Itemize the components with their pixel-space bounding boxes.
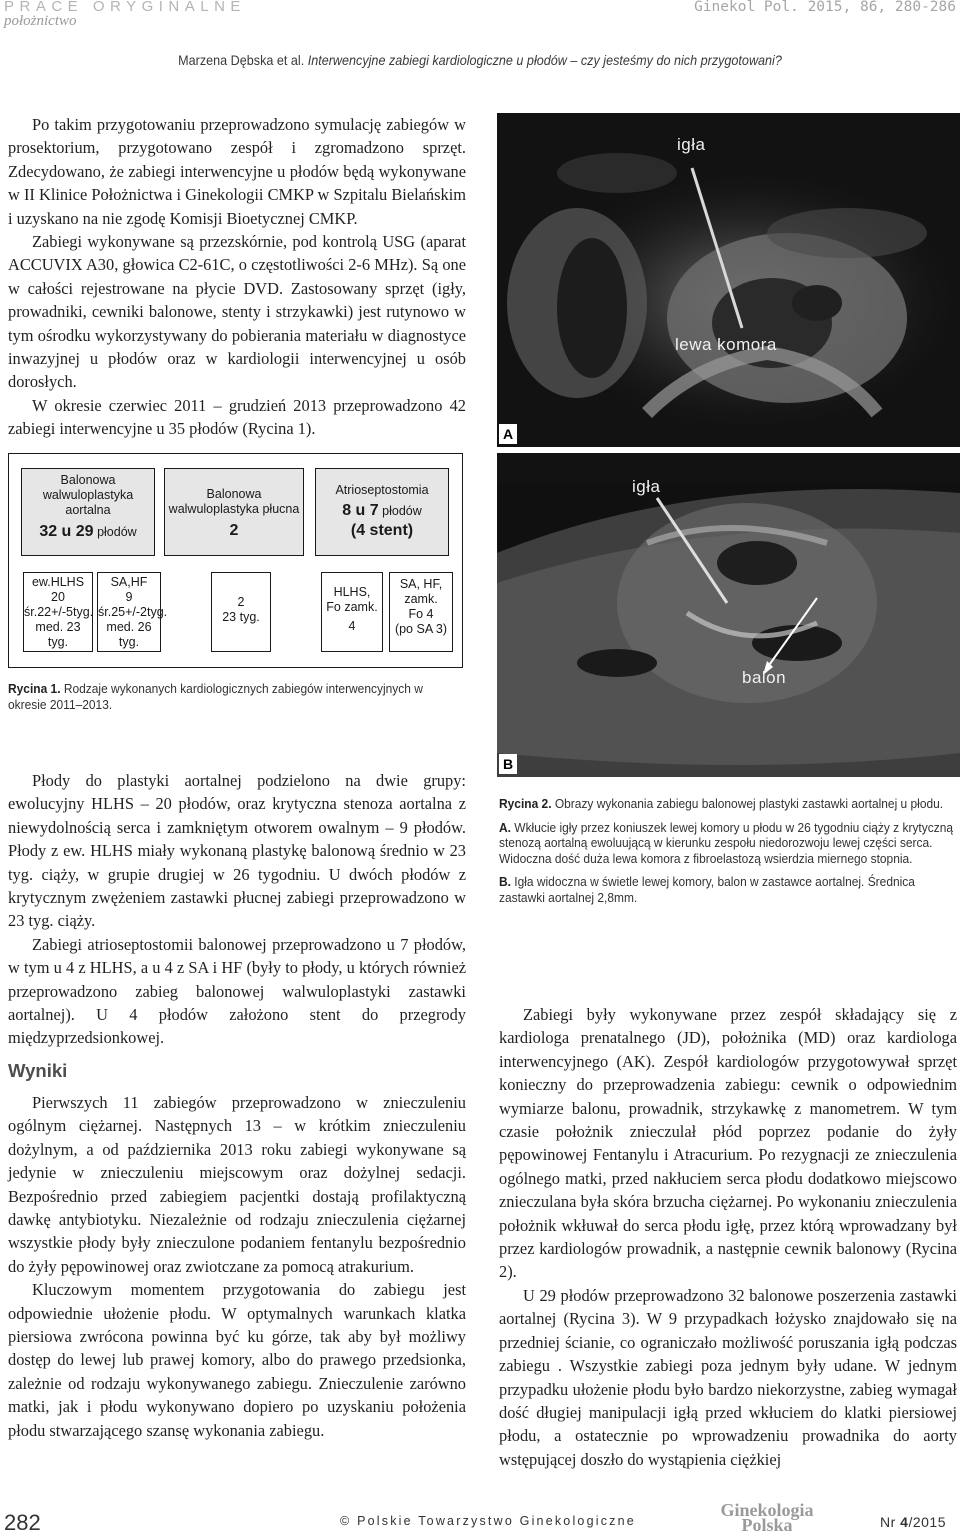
journal-logo (712, 1500, 822, 1535)
issue-prefix: Nr (880, 1514, 901, 1530)
logo-line: Polska (741, 1515, 793, 1535)
box-count: 2 (229, 522, 239, 539)
box-atrioseptostomy (315, 468, 449, 556)
box-label: walwuloplastyka (42, 488, 134, 502)
caption-text: Wkłucie igły przez koniuszek lewej komory u płodu w 26 tygodniu ciąży z krytyczną stenozą aortalną ewoluującą w kierunku zespołu niedorozwoju lewej części serca. Widoczna dość duża lewa komora z fibroelastozą wsierdzia miernego stopnia. (499, 819, 954, 866)
box-count-unit: płodów (382, 504, 422, 518)
caption-text: Igła widoczna w świetle lewej komory, balon w zastawce aortalnej. Średnica zastawki aortalnej 2,8mm. (499, 874, 915, 905)
box-label: walwuloplastyka płucna (168, 502, 300, 516)
paragraph: Kluczowym momentem przygotowania do zabiegu jest odpowiednie ułożenie płodu. W optymalnych warunkach klatka piersiowa zwrócona powinna być ku górze, tak aby był możliwy dostęp do lewej lub prawej komory, albo do prawego przedsionka, zależnie od rodzaju wykonywanego zabiegu. Znieczulenie zarówno matki, jak i płodu wykonywano dopiero po uzyskaniu położenia płodu stwarzającego szansę wykonania zabiegu. (8, 1280, 466, 1440)
section-heading: Wyniki (8, 1059, 68, 1081)
paragraph: U 29 płodów przeprowadzono 32 balonowe poszerzenia zastawki aortalnej (Rycina 3). W 9 przypadkach łożysko znajdowało się na przedniej ścianie, co ograniczało możliwość poruszania igłą podczas zabiegu . Wszystkie zabiegi poza jednym były udane. W jednym przypadku ułożenie płodu było bardzo niekorzystne, zabieg wymagał dość długiej manipulacji igłą przed wkłuciem do klatki piersiowej płodu, a ostatecznie po wprowadzeniu prowadnika do aorty wstępującej doszło do wystąpienia ciężkiej (499, 1285, 957, 1469)
ultrasound-a-graphic (497, 113, 960, 447)
label-needle: igła (632, 477, 661, 496)
text-column-right-bottom (499, 1003, 957, 1471)
issue-number (880, 1514, 946, 1530)
box-label: Atrioseptostomia (335, 483, 429, 497)
figure-1-flowchart (8, 453, 463, 668)
caption-text: Obrazy wykonania zabiegu balonowej plastyki zastawki aortalnej u płodu. (551, 796, 944, 811)
figure-2-caption (499, 796, 954, 913)
caption-label: A. (499, 819, 511, 835)
sub-box-line: zamk. (404, 592, 438, 606)
sub-box-line: 23 tyg. (222, 610, 260, 624)
sub-box-line: śr.22+/-5tyg. (24, 605, 94, 619)
sub-box-pulmonary (211, 572, 271, 652)
box-label: aortalna (65, 503, 111, 517)
running-header (48, 52, 912, 68)
paragraph: Zabiegi wykonywane są przezskórnie, pod kontrolą USG (aparat ACCUVIX A30, głowica C2-61C, o częstotliwości 2-6 MHz). Są one w całości rejestrowane na płycie DVD. Zastosowany sprzęt (igły, prowadniki, cewniki balonowe, stenty i strzykawki) jest rutynowo w tym ośrodku wykorzystywany do pobierania materiału w diagnostyce inwazyjnej u płodów oraz w kardiologii interwencyjnej u osób dorosłych. (8, 232, 466, 392)
caption-label: Rycina 1. (8, 681, 61, 696)
sub-box-hlhs (23, 572, 93, 652)
ultrasound-b-graphic (497, 453, 960, 777)
box-count-unit: płodów (97, 525, 137, 539)
issue-year: /2015 (908, 1514, 947, 1530)
copyright: © Polskie Towarzystwo Ginekologiczne (340, 1514, 636, 1528)
box-count: 8 u 7 (342, 502, 379, 519)
sub-box-sa-hf-fo (389, 572, 453, 652)
section-label: PRACE ORYGINALNE (4, 0, 246, 15)
logo-line: Ginekologia (720, 1500, 814, 1520)
page-number: 282 (4, 1510, 41, 1535)
paragraph: Po takim przygotowaniu przeprowadzono symulację zabiegów w prosektorium, przygotowano zespół i zgromadzono sprzęt. Zdecydowano, że zabiegi interwencyjne u płodów będą wykonywane w II Klinice Położnictwa i Ginekologii CMKP w Szpitalu Bielańskim i uzyskano na nie zgodę Komisji Bioetycznej CMKP. (8, 115, 466, 228)
sub-box-line: (po SA 3) (394, 622, 448, 636)
caption-label: B. (499, 874, 511, 889)
figure-1-caption (8, 681, 459, 712)
sub-box-line: 20 (51, 590, 65, 604)
paragraph: Zabiegi atrioseptostomii balonowej przeprowadzono u 7 płodów, w tym u 4 z HLHS, a u 4 z SA i HF (były to płody, u których również przeprowadzono zabieg balonowej walwuloplastyki zastawki aortalnej). U 4 płodów założono stent do przegrody międzyprzedsionkowej. (8, 934, 466, 1048)
box-aortic-valvuloplasty (21, 468, 155, 556)
panel-letter-a: A (499, 424, 517, 444)
paragraph: Zabiegi były wykonywane przez zespół składający się z kardiologa prenatalnego (JD), położnika (MD) oraz kardiologa interwencyjnego (AK). Zespół kardiologów przygotowywał sprzęt konieczny do przeprowadzenia zabiegu: cewnik o odpowiednim wymiarze balonu, prowadnik, strzykawkę z manometrem. W tym czasie położnik znieczulał płód poprzez podanie do żyły pępowinowej Fentanylu i Atracurium. Po rezygnacji ze znieczulenia ogólnego matki, przed nakłuciem serca płodu dodatkowo miejscowo znieczulana była skóra brzucha ciężarnej. Po wykonaniu znieczulenia położnik wkłuwał do serca płodu igłę, przez którą wprowadzany był przez kardiologów prowadnik, a następnie cewnik balonowy (Rycina 2). (499, 1005, 957, 1282)
text-column-left-bottom (8, 769, 466, 1442)
sub-box-line: Fo 4 (408, 607, 434, 621)
label-needle: igła (677, 135, 706, 154)
subsection-label: położnictwo (4, 13, 77, 29)
caption-text: Rodzaje wykonanych kardiologicznych zabiegów interwencyjnych w okresie 2011–2013. (8, 681, 423, 712)
sub-box-line: SA, HF, (399, 577, 443, 591)
label-balloon: balon (742, 668, 787, 687)
issue-num: 4 (900, 1514, 909, 1530)
paragraph: Płody do plastyki aortalnej podzielono na dwie grupy: ewolucyjny HLHS – 20 płodów, oraz krytyczna stenoza aortalna z niewydolnością serca i zamkniętym otworem owalnym – 9 płodów. Płody z ew. HLHS miały wykonaną plastykę balonową średnio w 23 tyg. ciąży, w grupie drugiej w 26 tygodniu. U dwóch płodów z krytycznym zwężeniem zastawki płucnej zabiegi przeprowadzono w 23 tyg. ciąży. (8, 771, 466, 931)
panel-letter-b: B (499, 754, 517, 774)
box-count: 32 u 29 (39, 523, 94, 540)
sub-box-line: med. 23 tyg. (35, 620, 81, 649)
sub-box-line: 2 (237, 595, 245, 609)
paragraph: Pierwszych 11 zabiegów przeprowadzono w znieczuleniu ogólnym ciężarnej. Następnych 13 – w krótkim znieczuleniu dożylnym, a od października 2013 roku zabiegi wykonywane są jedynie w znieczuleniu miejscowym oraz dożylnej sedacji. Bezpośrednio przed zabiegiem pacjentki dostają profilaktyczną dawkę antybiotyku. Niezależnie od rodzaju znieczulenia ciężarnej wszystkie płody były znieczulone podaniem fentanylu bezpośrednio do żyły pępowinowej oraz zwiotczane za pomocą atrakurium. (8, 1092, 466, 1276)
label-left-ventricle: lewa komora (675, 335, 777, 354)
sub-box-sa-hf (97, 572, 168, 652)
ultrasound-image-a (497, 113, 960, 447)
sub-box-line: Fo zamk. (326, 600, 378, 614)
box-label: Balonowa (60, 473, 116, 487)
sub-box-line: med. 26 tyg. (106, 620, 152, 649)
sub-box-line: 9 (125, 590, 133, 604)
text-column-left-top (8, 113, 466, 441)
journal-citation: Ginekol Pol. 2015, 86, 280-286 (694, 0, 956, 15)
running-header-title: Interwencyjne zabiegi kardiologiczne u płodów – czy jesteśmy do nich przygotowani? (307, 52, 782, 68)
ultrasound-image-b (497, 453, 960, 777)
box-count-extra: (4 stent) (350, 522, 414, 539)
sub-box-hlhs-fo (321, 572, 383, 652)
sub-box-line: śr.25+/-2tyg. (98, 605, 168, 619)
paragraph: W okresie czerwiec 2011 – grudzień 2013 przeprowadzono 42 zabiegi interwencyjne u 35 płodów (Rycina 1). (8, 395, 466, 439)
caption-label: Rycina 2. (499, 796, 552, 811)
running-header-authors: Marzena Dębska et al. (178, 52, 308, 68)
box-label: Balonowa (206, 487, 262, 501)
sub-box-line: SA,HF (110, 575, 148, 589)
sub-box-line: 4 (348, 619, 356, 633)
sub-box-line: ew.HLHS (31, 575, 85, 589)
box-pulmonary-valvuloplasty (164, 468, 304, 556)
sub-box-line: HLHS, (333, 585, 371, 599)
